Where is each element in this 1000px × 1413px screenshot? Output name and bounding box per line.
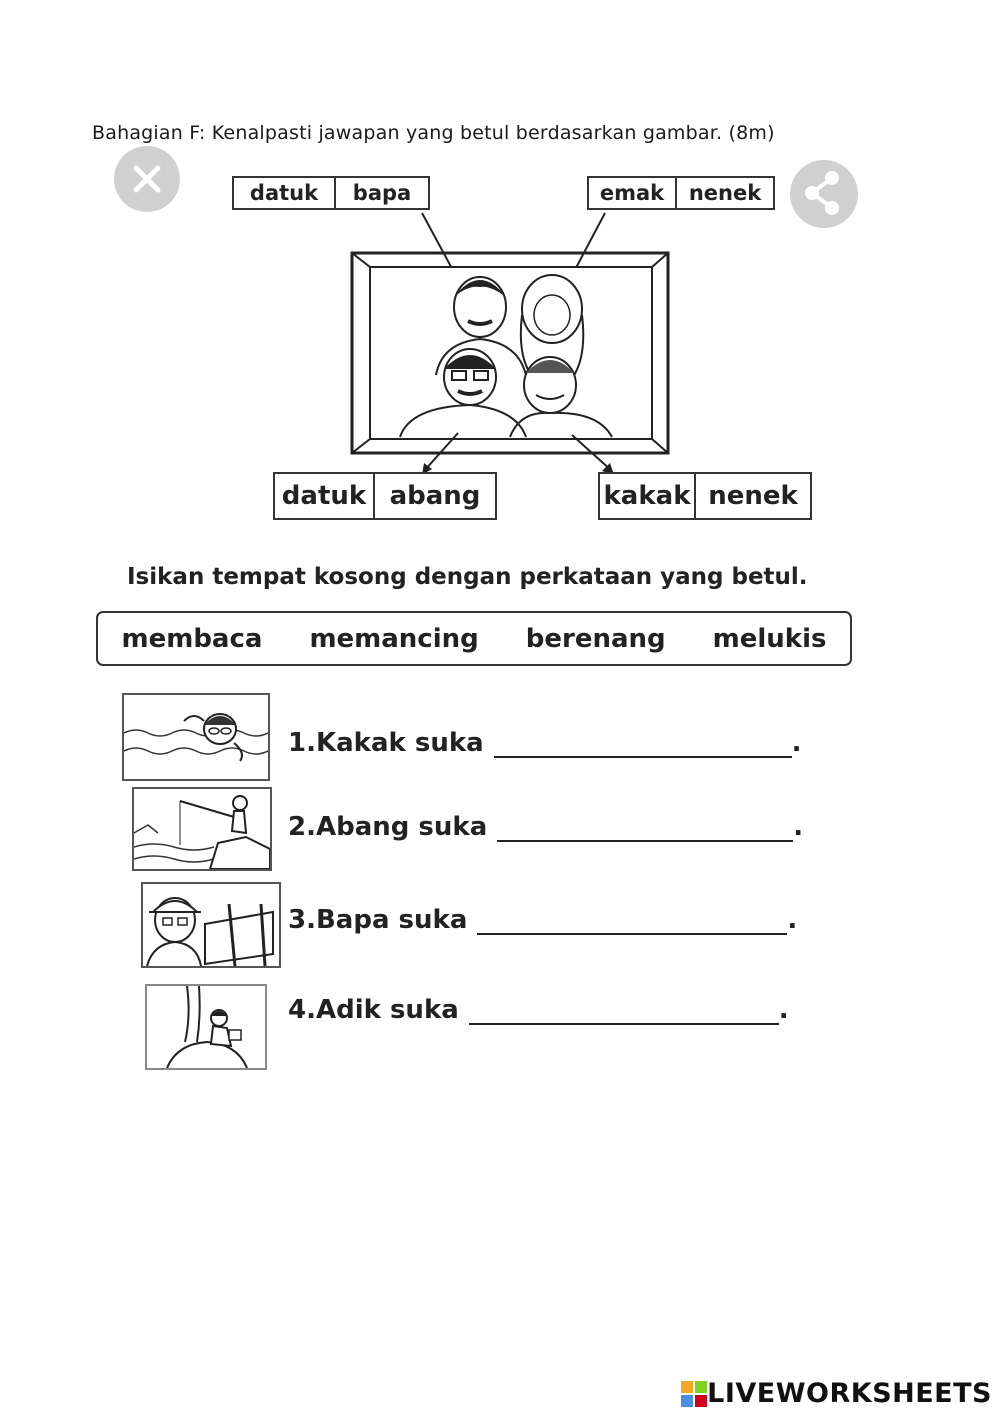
painting-picture: [141, 882, 281, 968]
fishing-picture: [132, 787, 272, 871]
choice-box-bottom-left[interactable]: [273, 472, 497, 520]
choice-option[interactable]: datuk: [275, 474, 375, 518]
close-button[interactable]: [114, 146, 180, 212]
choice-option[interactable]: abang: [389, 481, 481, 511]
question-text: 1.Kakak suka: [288, 728, 484, 758]
word-bank-item: berenang: [525, 623, 666, 654]
swimming-picture: [122, 693, 270, 781]
choice-option[interactable]: nenek: [688, 181, 762, 205]
choice-box-bottom-right[interactable]: [598, 472, 812, 520]
answer-blank[interactable]: [494, 734, 792, 758]
family-illustration: [340, 205, 700, 475]
word-bank-item: memancing: [309, 623, 479, 654]
answer-blank[interactable]: [497, 818, 793, 842]
liveworksheets-logo-icon: [681, 1381, 707, 1407]
brand-name: LIVEWORKSHEETS: [707, 1378, 992, 1409]
question-2: 2.Abang suka .: [288, 812, 804, 842]
share-button[interactable]: [790, 160, 858, 228]
section-heading: Bahagian F: Kenalpasti jawapan yang betul berdasarkan gambar. (8m): [92, 122, 775, 144]
share-icon: [790, 160, 858, 228]
question-text: 2.Abang suka: [288, 812, 488, 842]
answer-blank[interactable]: [469, 1001, 779, 1025]
choice-option[interactable]: datuk: [234, 178, 336, 208]
question-1: 1.Kakak suka .: [288, 728, 802, 758]
choice-option[interactable]: bapa: [352, 181, 412, 205]
liveworksheets-logo: [681, 1378, 992, 1409]
word-bank-item: melukis: [712, 623, 827, 654]
close-icon: [114, 146, 180, 212]
question-text: 3.Bapa suka: [288, 905, 468, 935]
choice-option[interactable]: nenek: [708, 481, 798, 511]
choice-option[interactable]: kakak: [600, 474, 696, 518]
question-3: 3.Bapa suka .: [288, 905, 798, 935]
word-bank-item: membaca: [121, 623, 263, 654]
reading-picture: [145, 984, 267, 1070]
word-bank: [96, 611, 852, 666]
choice-option[interactable]: emak: [589, 178, 677, 208]
question-4: 4.Adik suka .: [288, 995, 789, 1025]
instruction-text: Isikan tempat kosong dengan perkataan yang betul.: [127, 564, 808, 590]
answer-blank[interactable]: [477, 911, 787, 935]
question-text: 4.Adik suka: [288, 995, 459, 1025]
